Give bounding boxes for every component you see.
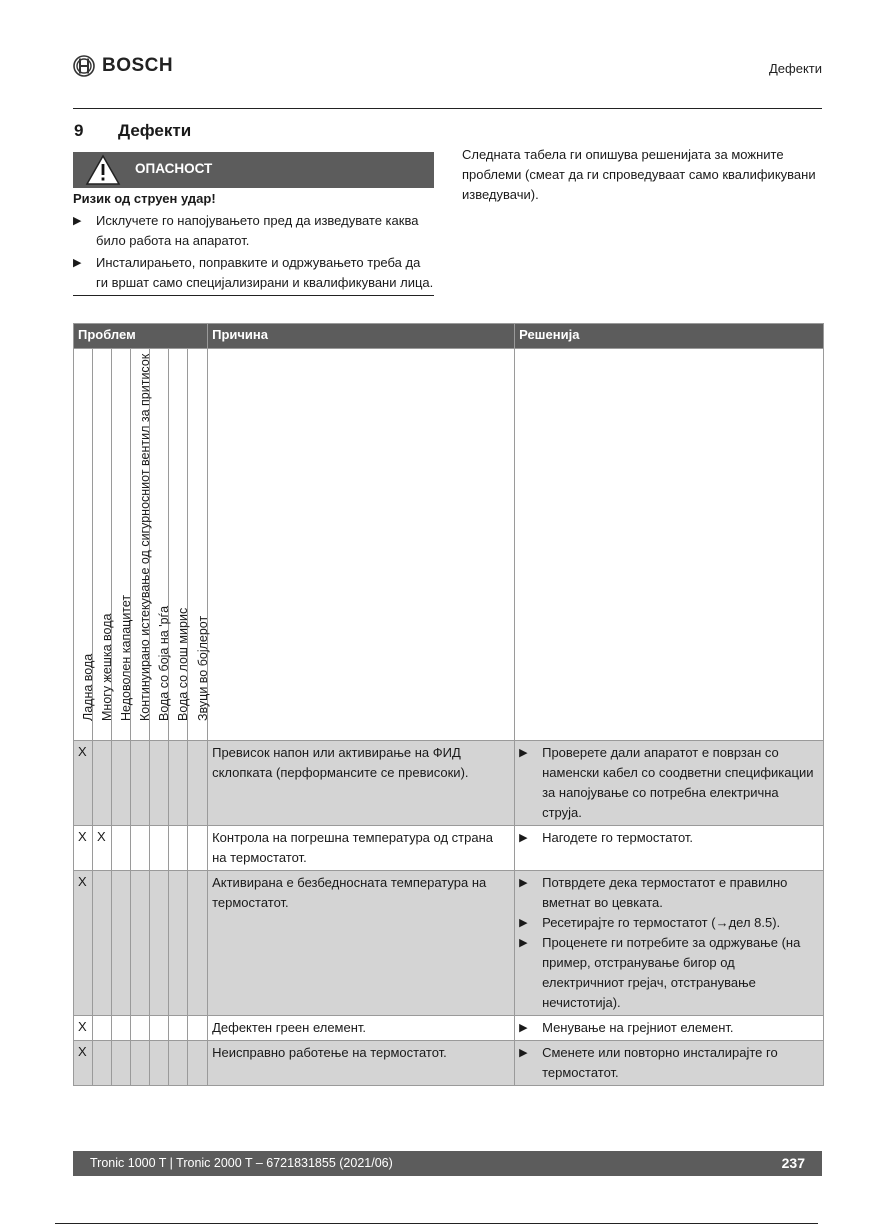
problem-mark — [112, 1041, 131, 1086]
problem-mark — [150, 1041, 169, 1086]
solution-cell: ▶ Менување на грејниот елемент. — [515, 1016, 824, 1041]
table-row — [74, 1016, 824, 1041]
cause-cell: Активирана е безбедносната температура на термостатот. — [208, 871, 515, 1016]
brand-logo — [73, 55, 173, 77]
problem-mark — [188, 1016, 208, 1041]
problem-mark — [112, 826, 131, 871]
page-number: 237 — [781, 1155, 805, 1171]
problem-column-header: Вода со лош мирис — [169, 349, 188, 741]
table-row — [74, 826, 824, 871]
problem-mark — [112, 741, 131, 826]
danger-bullet: ▶ Инсталирањето, поправките и одржувањето треба да ги вршат само специјализирани и квалификувани лица. — [73, 253, 434, 293]
problem-mark — [131, 1041, 150, 1086]
bullet-arrow-icon: ▶ — [519, 747, 528, 759]
cause-cell: Контрола на погрешна температура од страна на термостатот. — [208, 826, 515, 871]
problem-mark — [150, 826, 169, 871]
problem-mark — [131, 1016, 150, 1041]
bullet-arrow-icon: ▶ — [519, 877, 528, 889]
bullet-arrow-icon: ▶ — [519, 917, 528, 929]
cause-cell: Дефектен грeен елемент. — [208, 1016, 515, 1041]
table-row — [74, 741, 824, 826]
header-solutions: Решенија — [515, 324, 824, 349]
bullet-arrow-icon: ▶ — [519, 1022, 528, 1034]
problem-mark — [93, 871, 112, 1016]
warning-triangle-icon — [85, 154, 121, 186]
bullet-arrow-icon: ▶ — [73, 215, 82, 227]
problem-mark — [188, 1041, 208, 1086]
problem-mark — [169, 1041, 188, 1086]
danger-subtitle: Ризик од струен удар! — [73, 191, 216, 206]
footer-text: Tronic 1000 T | Tronic 2000 T – 6721831855 (2021/06) — [90, 1156, 393, 1170]
troubleshooting-table — [73, 323, 824, 1086]
problem-column-header: Недоволен капацитет — [112, 349, 131, 741]
problem-mark — [188, 741, 208, 826]
problem-column-header: Звуци во бојлерот — [188, 349, 208, 741]
problem-mark — [112, 1016, 131, 1041]
danger-banner — [73, 152, 434, 188]
solution-cell: ▶ Сменете или повторно инсталирајте го термостатот. — [515, 1041, 824, 1086]
header-divider — [73, 108, 822, 109]
problem-mark — [169, 741, 188, 826]
problem-mark — [93, 1041, 112, 1086]
problem-mark — [131, 741, 150, 826]
problem-mark — [150, 741, 169, 826]
solution-cell: ▶ Потврдете дека термостатот е правилно вметнат во цевката. ▶ Ресетирајте го термостатот (→дел 8.5). ▶ Проценете ги потребите за одржување (на пример, отстранување бигор од електричниот грејач, отстранување нечистотија). — [515, 871, 824, 1016]
solution-cell: ▶ Проверете дали апаратот е поврзан со наменски кабел со соодветни спецификации за напојување со потребна електрична струја. — [515, 741, 824, 826]
bosch-armature-icon — [73, 55, 95, 77]
page-footer — [73, 1151, 822, 1176]
problem-mark: X — [93, 826, 112, 871]
cause-cell: Превисок напон или активирање на ФИД склопката (перформансите се превисоки). — [208, 741, 515, 826]
problem-mark — [112, 871, 131, 1016]
brand-name: BOSCH — [102, 55, 174, 76]
problem-column-header: Континуирано истекување од сигурносниот вентил за притисок — [131, 349, 150, 741]
header-cause: Причина — [208, 324, 515, 349]
problem-mark — [131, 826, 150, 871]
running-header: Дефекти — [768, 61, 822, 76]
danger-bullet: ▶ Исклучете го напојувањето пред да изведувате каква било работа на апаратот. — [73, 211, 434, 251]
bullet-arrow-icon: ▶ — [519, 832, 528, 844]
bullet-arrow-icon: ▶ — [519, 937, 528, 949]
table-row — [74, 1041, 824, 1086]
problem-mark — [169, 871, 188, 1016]
header-problem: Проблем — [74, 324, 208, 349]
problem-mark: X — [74, 871, 93, 1016]
problem-mark: X — [74, 1016, 93, 1041]
solution-cell: ▶ Нагодете го термостатот. — [515, 826, 824, 871]
bullet-arrow-icon: ▶ — [73, 257, 82, 269]
problem-column-header: Многу жешка вода — [93, 349, 112, 741]
problem-mark — [93, 741, 112, 826]
problem-mark — [150, 871, 169, 1016]
problem-mark — [93, 1016, 112, 1041]
problem-mark — [188, 826, 208, 871]
empty-cell — [208, 349, 515, 741]
cause-cell: Неисправно работење на термостатот. — [208, 1041, 515, 1086]
problem-column-header: Вода со боја на 'рѓа — [150, 349, 169, 741]
problem-mark — [188, 871, 208, 1016]
section-number: 9 — [74, 121, 84, 140]
bullet-arrow-icon: ▶ — [519, 1047, 528, 1059]
problem-column-header: Ладна вода — [74, 349, 93, 741]
problem-mark — [150, 1016, 169, 1041]
danger-divider — [73, 295, 434, 296]
problem-mark — [169, 826, 188, 871]
section-title: Дефекти — [118, 121, 192, 140]
bottom-divider — [55, 1223, 818, 1224]
danger-label: ОПАСНОСТ — [135, 161, 213, 176]
problem-mark: X — [74, 1041, 93, 1086]
problem-mark: X — [74, 741, 93, 826]
problem-mark — [169, 1016, 188, 1041]
problem-mark — [131, 871, 150, 1016]
intro-paragraph: Следната табела ги опишува решенијата за можните проблеми (смеат да ги спроведуваат само квалификувани изведувачи). — [462, 147, 816, 202]
table-row — [74, 871, 824, 1016]
problem-mark: X — [74, 826, 93, 871]
empty-cell — [515, 349, 824, 741]
